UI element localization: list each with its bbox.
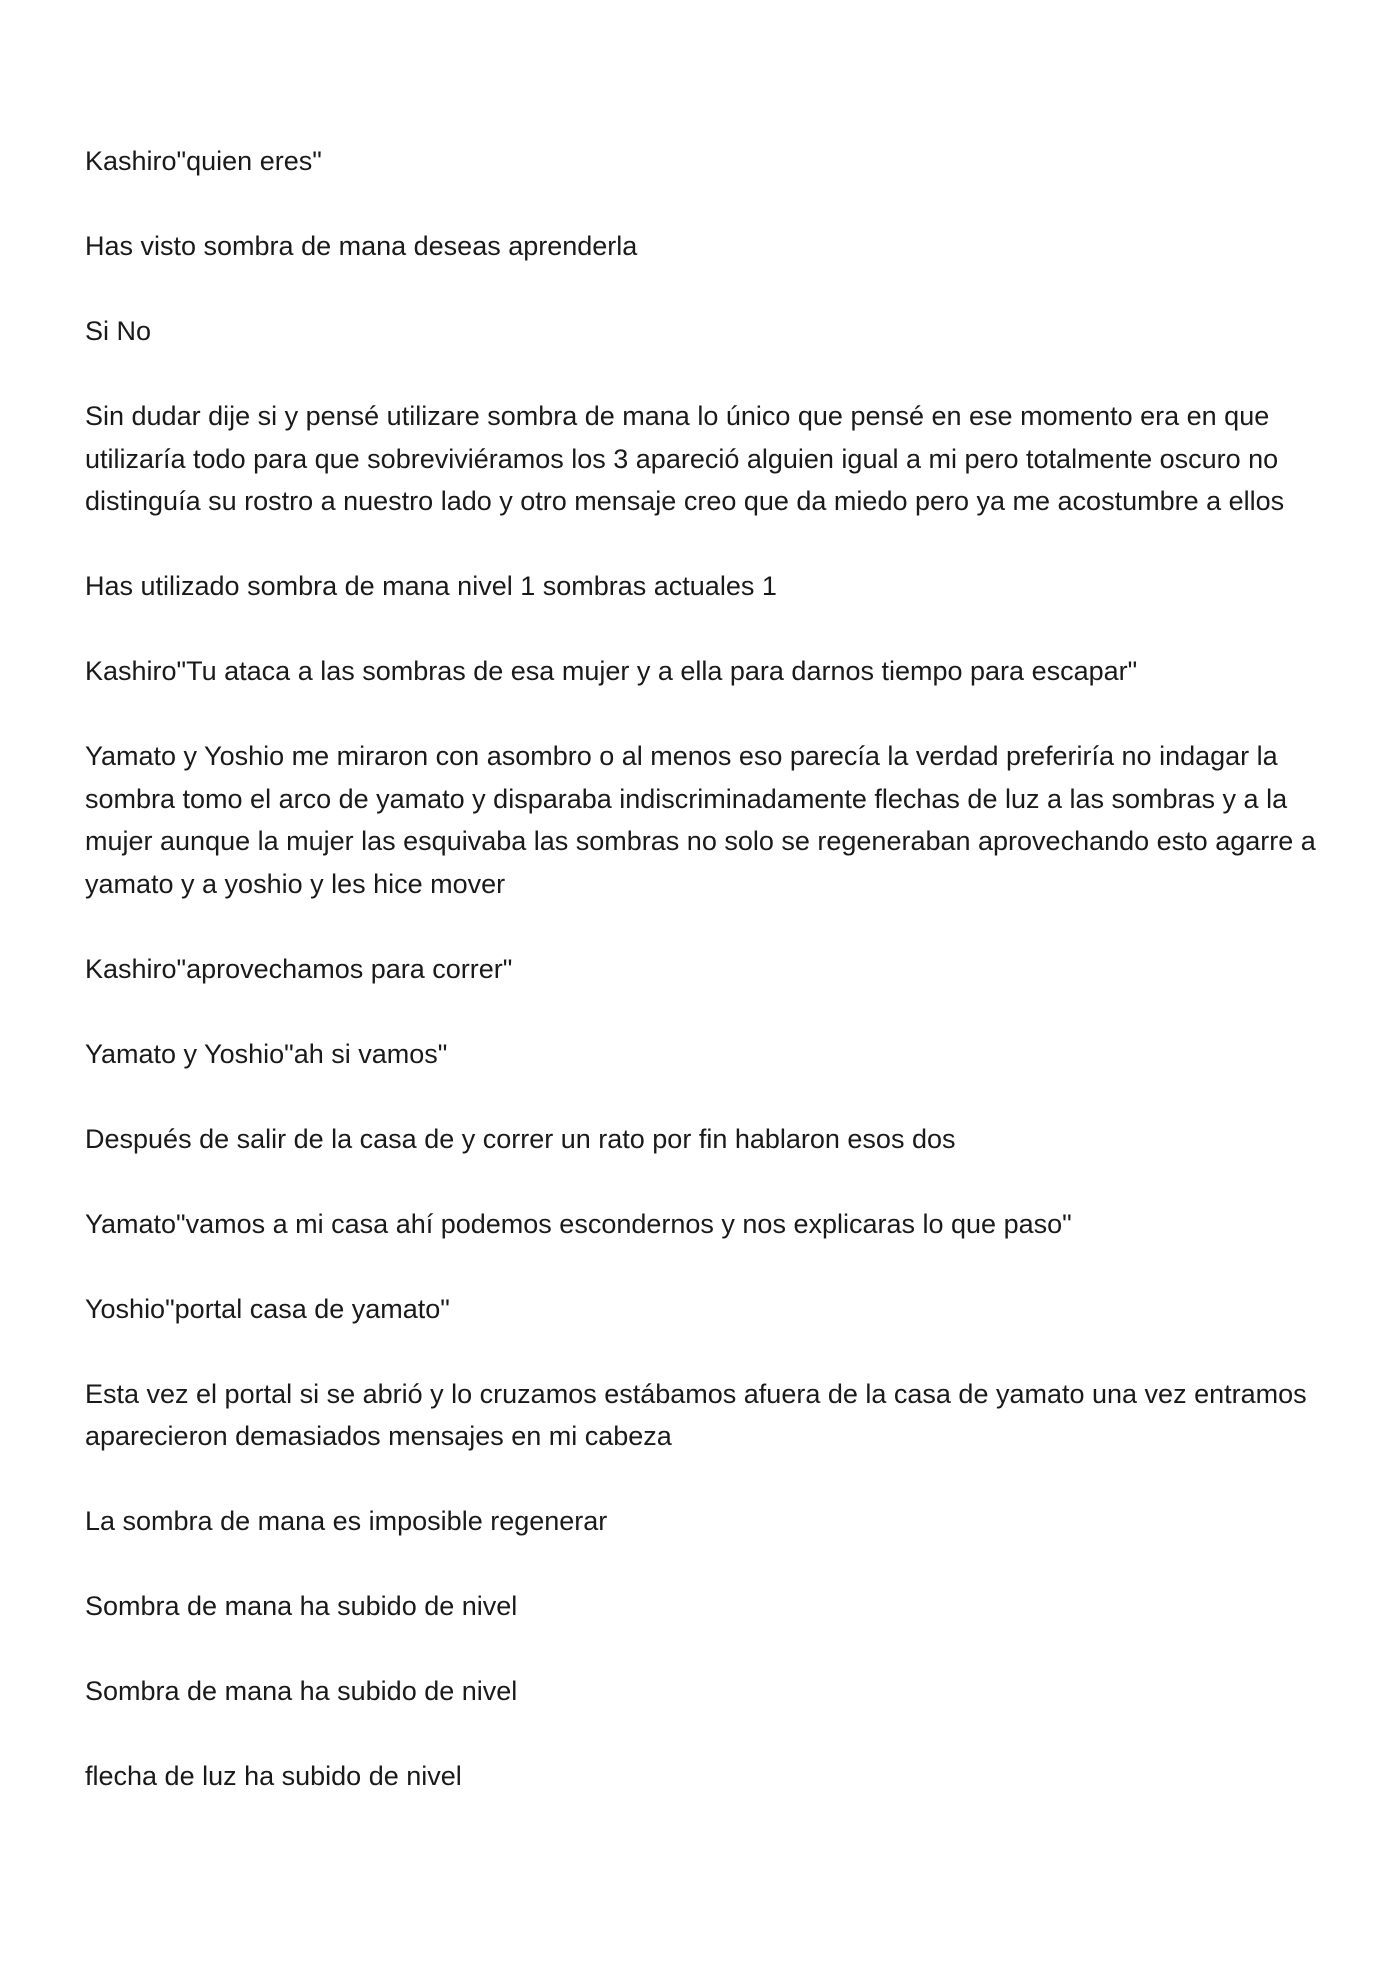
paragraph: Sombra de mana ha subido de nivel — [85, 1591, 518, 1621]
paragraph: Yoshio"portal casa de yamato" — [85, 1293, 450, 1324]
paragraph: Kashiro"quien eres" — [85, 146, 322, 176]
paragraph: Esta vez el portal si se abrió y lo cruzamos estábamos afuera de la casa de yamato una vez entramos aparecieron demasiados mensajes en mi cabeza — [85, 1378, 1307, 1451]
paragraph: Kashiro"Tu ataca a las sombras de esa mujer y a ella para darnos tiempo para escapar" — [85, 656, 1138, 686]
paragraph: Sombra de mana ha subido de nivel — [85, 1676, 518, 1706]
paragraph: Sin dudar dije si y pensé utilizare sombra de mana lo único que pensé en ese momento era en que utilizaría todo para que sobreviviéramos los 3 apareció alguien igual a mi pero totalmente oscuro no distinguía su rostro a nuestro lado y otro mensaje creo que da miedo pero ya me acostumbre a ellos — [85, 401, 1285, 516]
paragraph: Yamato y Yoshio"ah si vamos" — [85, 1038, 448, 1069]
paragraph: La sombra de mana es imposible regenerar — [85, 1506, 608, 1536]
paragraph: flecha de luz ha subido de nivel — [85, 1761, 462, 1791]
paragraph: Has visto sombra de mana deseas aprenderla — [85, 231, 638, 261]
paragraph: Kashiro"aprovechamos para correr" — [85, 953, 513, 984]
paragraph: Has utilizado sombra de mana nivel 1 sombras actuales 1 — [85, 571, 777, 601]
document-body — [85, 140, 1320, 1798]
paragraph: Después de salir de la casa de y correr un rato por fin hablaron esos dos — [85, 1123, 956, 1154]
paragraph: Yamato"vamos a mi casa ahí podemos escondernos y nos explicaras lo que paso" — [85, 1208, 1072, 1239]
paragraph: Yamato y Yoshio me miraron con asombro o al menos eso parecía la verdad preferiría no indagar la sombra tomo el arco de yamato y disparaba indiscriminadamente flechas de luz a las sombras y a la mujer aunque la mujer las esquivaba las sombras no solo se regeneraban aprovechando esto agarre a yamato y a yoshio y les hice mover — [85, 741, 1316, 899]
paragraph: Si No — [85, 316, 152, 346]
